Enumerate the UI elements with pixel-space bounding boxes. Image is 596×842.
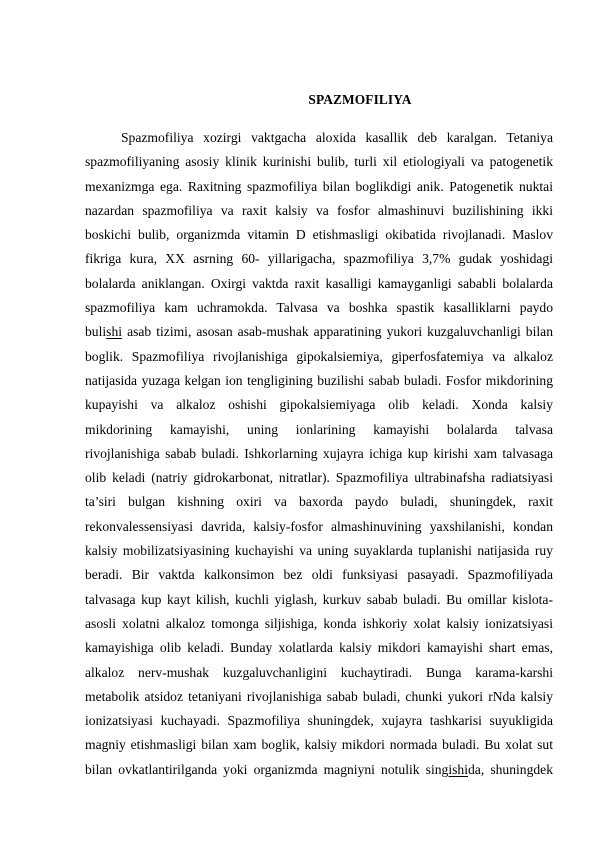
text-line: mikdorining kamayishi, uning ionlarining kamayishi bolalarda talvasa bbox=[85, 421, 553, 437]
text-line: talvasaga kup kayt kilish, kuchli yiglash, kurkuv sabab buladi. Bu omillar kislota- bbox=[85, 591, 553, 607]
text-line bbox=[85, 320, 553, 344]
text-line: alkaloz nerv-mushak kuzgaluvchanligini kuchaytiradi. Bunga karama-karshi bbox=[85, 664, 553, 680]
text-line: fikriga kura, XX asrning 60- yillarigacha, spazmofiliya 3,7% gudak yoshidagi bbox=[85, 251, 553, 267]
body-paragraph bbox=[85, 126, 553, 782]
text-line: asosli xolatni alkaloz tomonga siljishiga, konda ishkoriy xolat kalsiy ionizatsiyasi bbox=[85, 615, 553, 631]
underlined-fragment: shi bbox=[106, 324, 123, 340]
text-line: boskichi bulib, organizmda vitamin D etishmasligi okibatida rivojlanadi. Maslov bbox=[85, 227, 553, 243]
text-line: bolalarda aniklangan. Oxirgi vaktda raxit kasalligi kamayganligi sababli bolalarda bbox=[85, 275, 553, 291]
text-line: metabolik atsidoz tetaniyani rivojlanishiga sabab buladi, chunki yukori rNda kalsiy bbox=[85, 688, 553, 704]
underlined-fragment: gishi bbox=[441, 761, 468, 777]
text-line: boglik. Spazmofiliya rivojlanishiga gipokalsiemiya, giperfosfatemiya va alkaloz bbox=[85, 348, 553, 364]
text-line: olib keladi (natriy gidrokarbonat, nitratlar). Spazmofiliya ultrabinafsha radiatsiyasi bbox=[85, 470, 553, 486]
text-fragment: asab tizimi, asosan asab-mushak apparatining yukori kuzgaluvchanligi bilan bbox=[122, 324, 553, 340]
text-line: kupayishi va alkaloz oshishi gipokalsiemiyaga olib keladi. Xonda kalsiy bbox=[85, 397, 553, 413]
text-line: magniy etishmasligi bilan xam boglik, kalsiy mikdori normada buladi. Bu xolat sut bbox=[85, 737, 553, 753]
text-line: beradi. Bir vaktda kalkonsimon bez oldi funksiyasi pasayadi. Spazmofiliyada bbox=[85, 567, 553, 583]
text-line: Spazmofiliya xozirgi vaktgacha aloxida kasallik deb karalgan. Tetaniya bbox=[121, 130, 553, 145]
text-line: kamayishiga olib keladi. Bunday xolatlarda kalsiy mikdori kamayishi shart emas, bbox=[85, 640, 553, 656]
text-line: mexanizmga ega. Raxitning spazmofiliya bilan boglikdigi anik. Patogenetik nuktai bbox=[85, 178, 553, 194]
text-line bbox=[85, 758, 553, 782]
text-line: natijasida yuzaga kelgan ion tengligining buzilishi sabab buladi. Fosfor mikdorining bbox=[85, 372, 553, 388]
text-line: spazmofiliya kam uchramokda. Talvasa va boshka spastik kasalliklarni paydo bbox=[85, 300, 553, 316]
text-line: kalsiy mobilizatsiyasining kuchayishi va uning suyaklarda tuplanishi natijasida ruy bbox=[85, 543, 553, 559]
text-line: spazmofiliyaning asosiy klinik kurinishi bulib, turli xil etiologiyali va patogenetik bbox=[85, 154, 553, 170]
text-fragment: da, shuningdek bbox=[467, 761, 553, 777]
text-line: nazardan spazmofiliya va raxit kalsiy va fosfor almashinuvi buzilishining ikki bbox=[85, 202, 553, 218]
document-title: SPAZMOFILIYA bbox=[308, 92, 412, 107]
text-fragment: bilan ovkatlantirilganda yoki organizmda magniyni notulik sin bbox=[85, 761, 442, 777]
text-line: ionizatsiyasi kuchayadi. Spazmofiliya shuningdek, xujayra tashkarisi suyukligida bbox=[85, 713, 553, 729]
text-fragment: buli bbox=[85, 324, 107, 340]
text-line: rivojlanishiga sabab buladi. Ishkorlarning xujayra ichiga kup kirishi xam talvasaga bbox=[85, 445, 553, 461]
text-line: rekonvalessensiyasi davrida, kalsiy-fosfor almashinuvining yaxshilanishi, kondan bbox=[85, 518, 553, 534]
text-line: ta’siri bulgan kishning oxiri va baxorda paydo buladi, shuningdek, raxit bbox=[85, 494, 553, 510]
